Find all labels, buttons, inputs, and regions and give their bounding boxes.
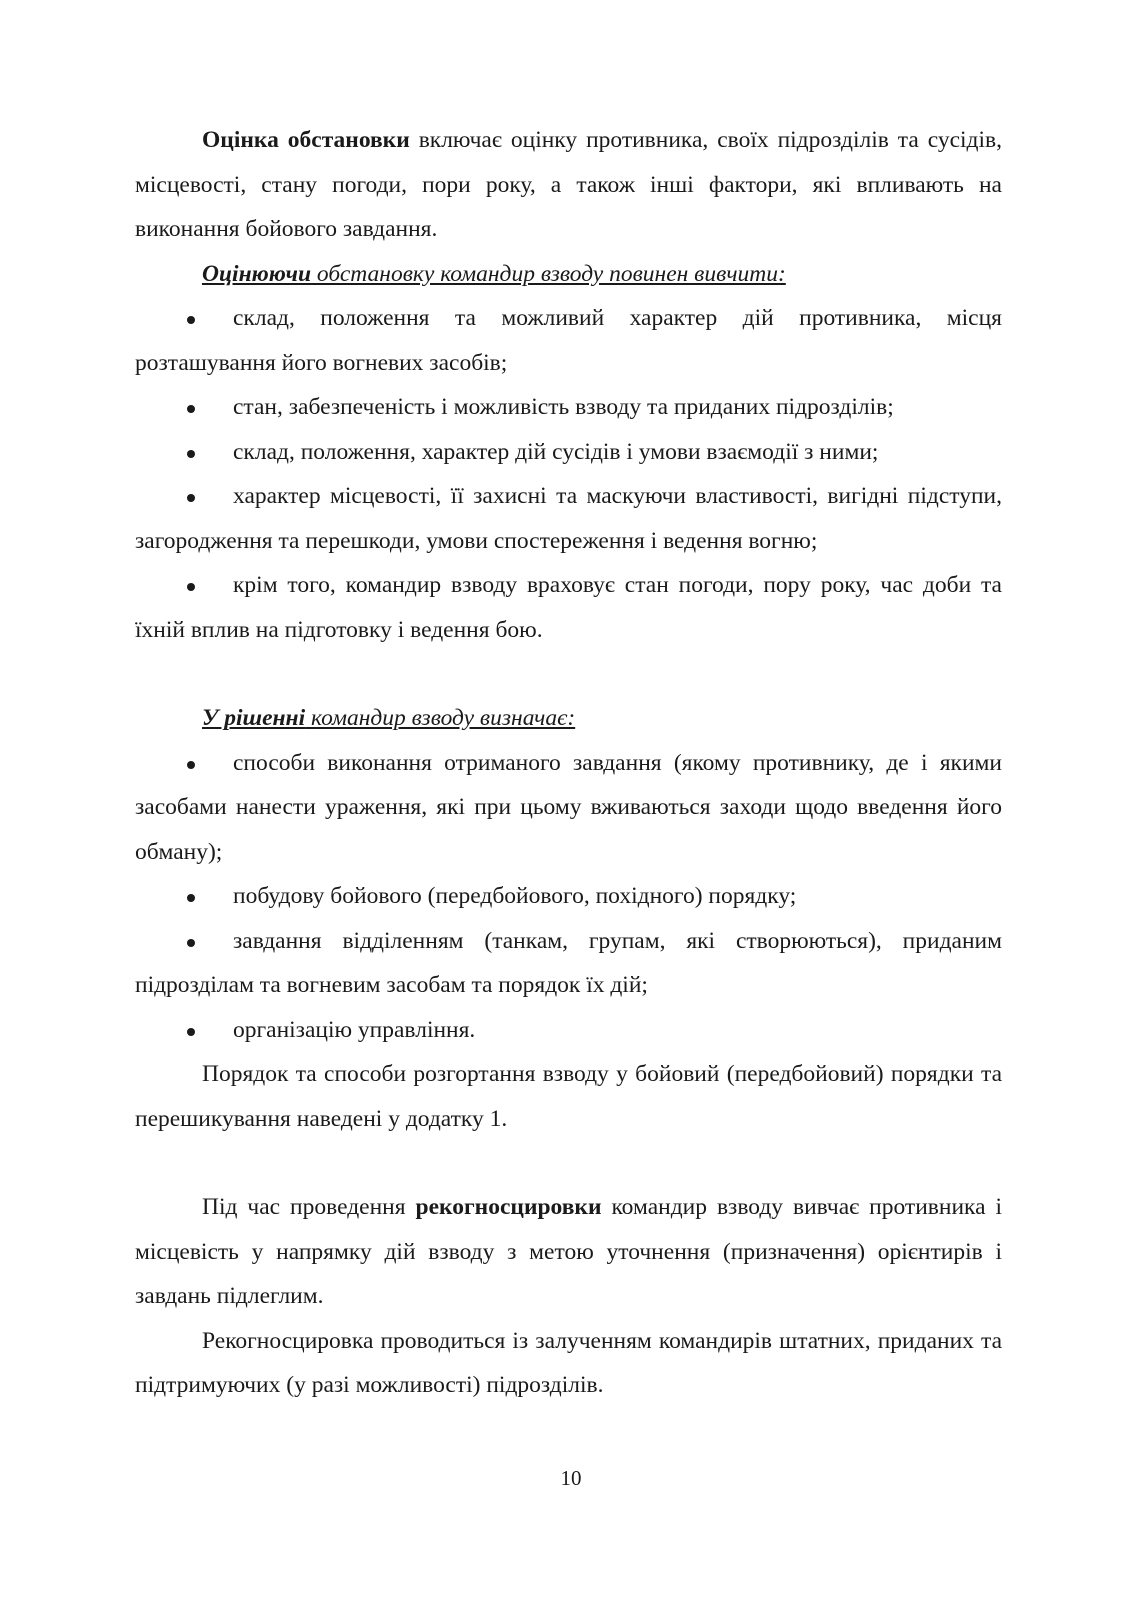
paragraph-situation-assessment (135, 118, 1002, 252)
heading-bold: Оцінюючи (202, 260, 312, 287)
list-item (135, 563, 1002, 652)
heading-decision (135, 696, 1002, 741)
list-item (135, 741, 1002, 875)
heading-assessing (135, 252, 1002, 297)
bullet-icon (187, 316, 195, 324)
heading-text: обстановку командир взводу повинен вивчити: (311, 260, 786, 287)
list-item-text: організацію управління. (233, 1016, 476, 1043)
list-item (135, 874, 1002, 919)
list-item-text: стан, забезпеченість і можливість взводу та приданих підрозділів; (233, 394, 894, 420)
bullet-icon (187, 450, 195, 458)
heading-bold: У рішенні (202, 705, 306, 731)
list-item-text: завдання відділенням (танкам, групам, які створюються), приданим підрозділам та вогневим засобам та порядок їх дій; (135, 927, 1002, 998)
list-item (135, 1008, 1002, 1053)
paragraph-reconnaissance (135, 1185, 1002, 1319)
paragraph-deployment: Порядок та способи розгортання взводу у бойовий (передбойовий) порядки та перешикування наведені у додатку 1. (135, 1061, 1002, 1132)
page-number: 10 (560, 1466, 582, 1490)
list-item-text: крім того, командир взводу враховує стан погоди, пору року, час доби та їхній вплив на підготовку і ведення бою. (135, 572, 1002, 643)
bullet-icon (187, 494, 195, 502)
bullet-icon (187, 939, 195, 947)
heading-text: командир взводу визначає: (305, 705, 576, 731)
bullet-icon (187, 761, 195, 769)
bullet-icon (187, 583, 195, 591)
list-item-text: способи виконання отриманого завдання (якому противнику, де і якими засобами нанести ураження, які при цьому вживаються заходи щодо введення його обману); (135, 749, 1002, 865)
bullet-icon (187, 405, 195, 413)
section-spacer (135, 652, 1002, 696)
list-item-text: склад, положення та можливий характер дій противника, місця розташування його вогневих засобів; (135, 305, 1002, 376)
document-page (135, 118, 1002, 1408)
paragraph-text: командир взводу вивчає противника і місцевість у напрямку дій взводу з метою уточнення (призначення) орієнтирів і завдань підлеглим. (135, 1194, 1003, 1309)
list-item-text: побудову бойового (передбойового, похідного) порядку; (233, 883, 797, 909)
list-item-text: склад, положення, характер дій сусідів і умови взаємодії з ними; (233, 438, 879, 465)
term-situation-assessment: Оцінка обстановки (202, 127, 410, 153)
list-item-text: характер місцевості, її захисні та маскуючи властивості, вигідні підступи, загородження та перешкоди, умови спостереження і ведення вогню; (135, 483, 1002, 554)
paragraph-reconnaissance-participants: Рекогносцировка проводиться із залученням командирів штатних, приданих та підтримуючих (у разі можливості) підрозділів. (135, 1327, 1002, 1398)
assessment-list (135, 296, 1002, 652)
decision-list (135, 741, 1002, 1053)
bullet-icon (187, 894, 195, 902)
bullet-icon (187, 1028, 195, 1036)
section-spacer (135, 1141, 1002, 1185)
list-item (135, 430, 1002, 475)
paragraph-text: Під час проведення (202, 1194, 416, 1220)
list-item (135, 474, 1002, 563)
paragraph-text: включає оцінку противника, своїх підрозділів та сусідів, місцевості, стану погоди, пори року, а також інші фактори, які впливають на виконання бойового завдання. (135, 127, 1002, 242)
list-item (135, 919, 1002, 1008)
list-item (135, 385, 1002, 430)
term-reconnaissance: рекогносцировки (415, 1194, 602, 1220)
list-item (135, 296, 1002, 385)
